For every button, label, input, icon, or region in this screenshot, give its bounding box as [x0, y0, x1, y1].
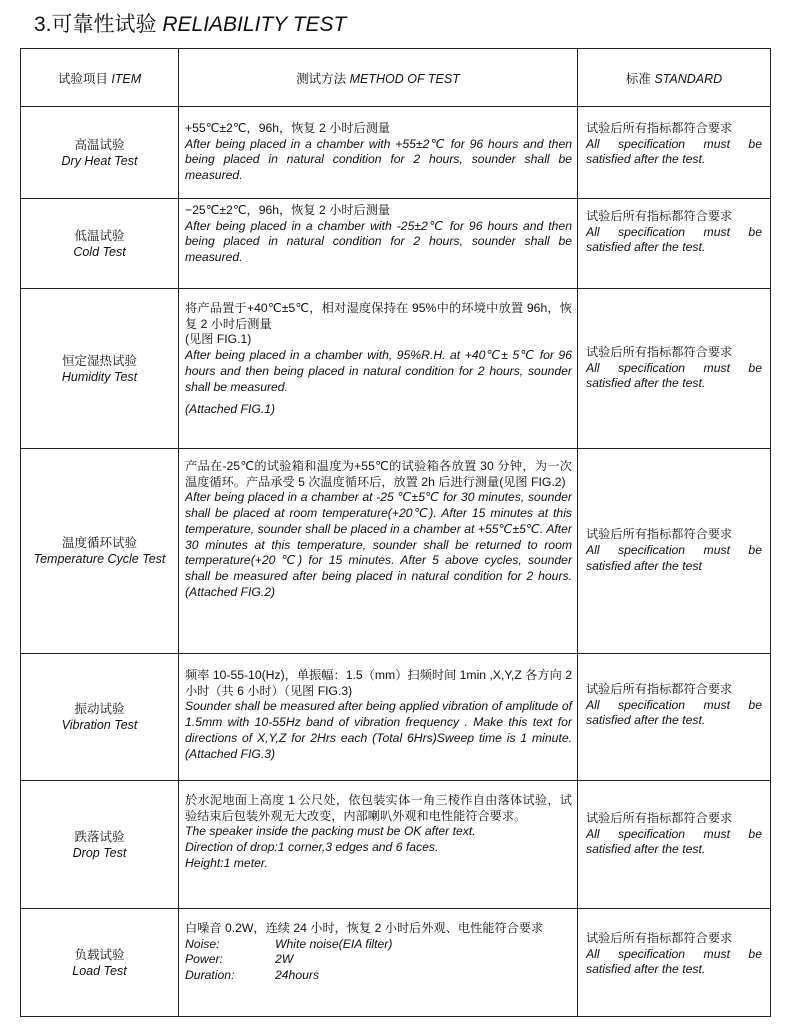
table-row	[21, 781, 771, 909]
reliability-table	[20, 48, 771, 1017]
page-title: 3.可靠性试验 RELIABILITY TEST	[34, 13, 347, 36]
method-cell: 将产品置于+40℃±5℃，相对湿度保持在 95%中的环境中放置 96h，恢复 2 小时后测量 (见图 FIG.1) After being placed in a chamber with, 95%R.H. at +40℃± 5℃ for 96 hours and then being placed in natural condition for 2 hours, sounder shall be measured. (Attached FIG.1)	[179, 289, 578, 449]
standard-cell: 试验后所有指标都符合要求 All specification must be satisfied after the test.	[578, 199, 771, 289]
standard-cell: 试验后所有指标都符合要求 All specification must be satisfied after the test.	[578, 909, 771, 1017]
standard-cell: 试验后所有指标都符合要求 All specification must be satisfied after the test.	[578, 289, 771, 449]
method-cell: 白噪音 0.2W，连续 24 小时，恢复 2 小时后外观、电性能符合要求 Noise: White noise(EIA filter) Power: 2W Duration: 24hours	[179, 909, 578, 1017]
method-cell: +55℃±2℃，96h，恢复 2 小时后测量 After being placed in a chamber with +55±2℃ for 96 hours and then being placed in natural condition for 2 hours, sounder shall be measured.	[179, 107, 578, 199]
item-cell: 低温试验 Cold Test	[21, 199, 179, 289]
method-cell: −25℃±2℃，96h，恢复 2 小时后测量 After being placed in a chamber with -25±2℃ for 96 hours and then being placed in natural condition for 2 hours, sounder shall be measured.	[179, 199, 578, 289]
standard-cell: 试验后所有指标都符合要求 All specification must be satisfied after the test.	[578, 107, 771, 199]
standard-cell: 试验后所有指标都符合要求 All specification must be satisfied after the test.	[578, 781, 771, 909]
item-cell: 负载试验 Load Test	[21, 909, 179, 1017]
method-cell: 於水泥地面上高度 1 公尺处，依包装实体一角三棱作自由落体试验，试验结束后包装外观无大改变，内部喇叭外观和电性能符合要求。 The speaker inside the packing must be OK after text. Direction of drop:1 corner,3 edges and 6 faces. Height:1 meter.	[179, 781, 578, 909]
header-item: 试验项目 ITEM	[21, 49, 179, 107]
item-cell: 恒定湿热试验 Humidity Test	[21, 289, 179, 449]
table-header-row	[21, 49, 771, 107]
table-row	[21, 107, 771, 199]
method-cell: 频率 10-55-10(Hz)，单振幅：1.5（mm）扫频时间 1min ,X,Y,Z 各方向 2 小时（共 6 小时）（见图 FIG.3) Sounder shall be measured after being applied vibration of amplitude of 1.5mm with 10-55Hz band of vibration frequency . Make this text for directions of X,Y,Z for 2Hrs each (Total 6Hrs)Sweep time is 1 minute. (Attached FIG.3)	[179, 654, 578, 781]
item-cell: 跌落试验 Drop Test	[21, 781, 179, 909]
standard-cell: 试验后所有指标都符合要求 All specification must be satisfied after the test.	[578, 654, 771, 781]
table-row	[21, 289, 771, 449]
header-standard: 标准 STANDARD	[578, 49, 771, 107]
item-cell: 高温试验 Dry Heat Test	[21, 107, 179, 199]
table-row	[21, 909, 771, 1017]
standard-cell: 试验后所有指标都符合要求 All specification must be satisfied after the test	[578, 449, 771, 654]
table-row	[21, 199, 771, 289]
method-cell: 产品在-25℃的试验箱和温度为+55℃的试验箱各放置 30 分钟，为一次温度循环。产品承受 5 次温度循环后，放置 2h 后进行测量(见图 FIG.2) After being placed in a chamber at -25 ℃±5℃ for 30 minutes, sounder shall be placed at room temperature(+20℃). After 15 minutes at this temperature, sounder shall be placed in a chamber at +55℃±5℃. After 30 minutes at this temperature, sounder shall be returned to room temperature(+20 ℃) for 15 minutes. After 5 above cycles, sounder shall be measured after being placed in natural condition for 2 hours. (Attached FIG.2)	[179, 449, 578, 654]
item-cell: 振动试验 Vibration Test	[21, 654, 179, 781]
table-row	[21, 654, 771, 781]
header-method: 测试方法 METHOD OF TEST	[179, 49, 578, 107]
table-row	[21, 449, 771, 654]
item-cell: 温度循环试验 Temperature Cycle Test	[21, 449, 179, 654]
